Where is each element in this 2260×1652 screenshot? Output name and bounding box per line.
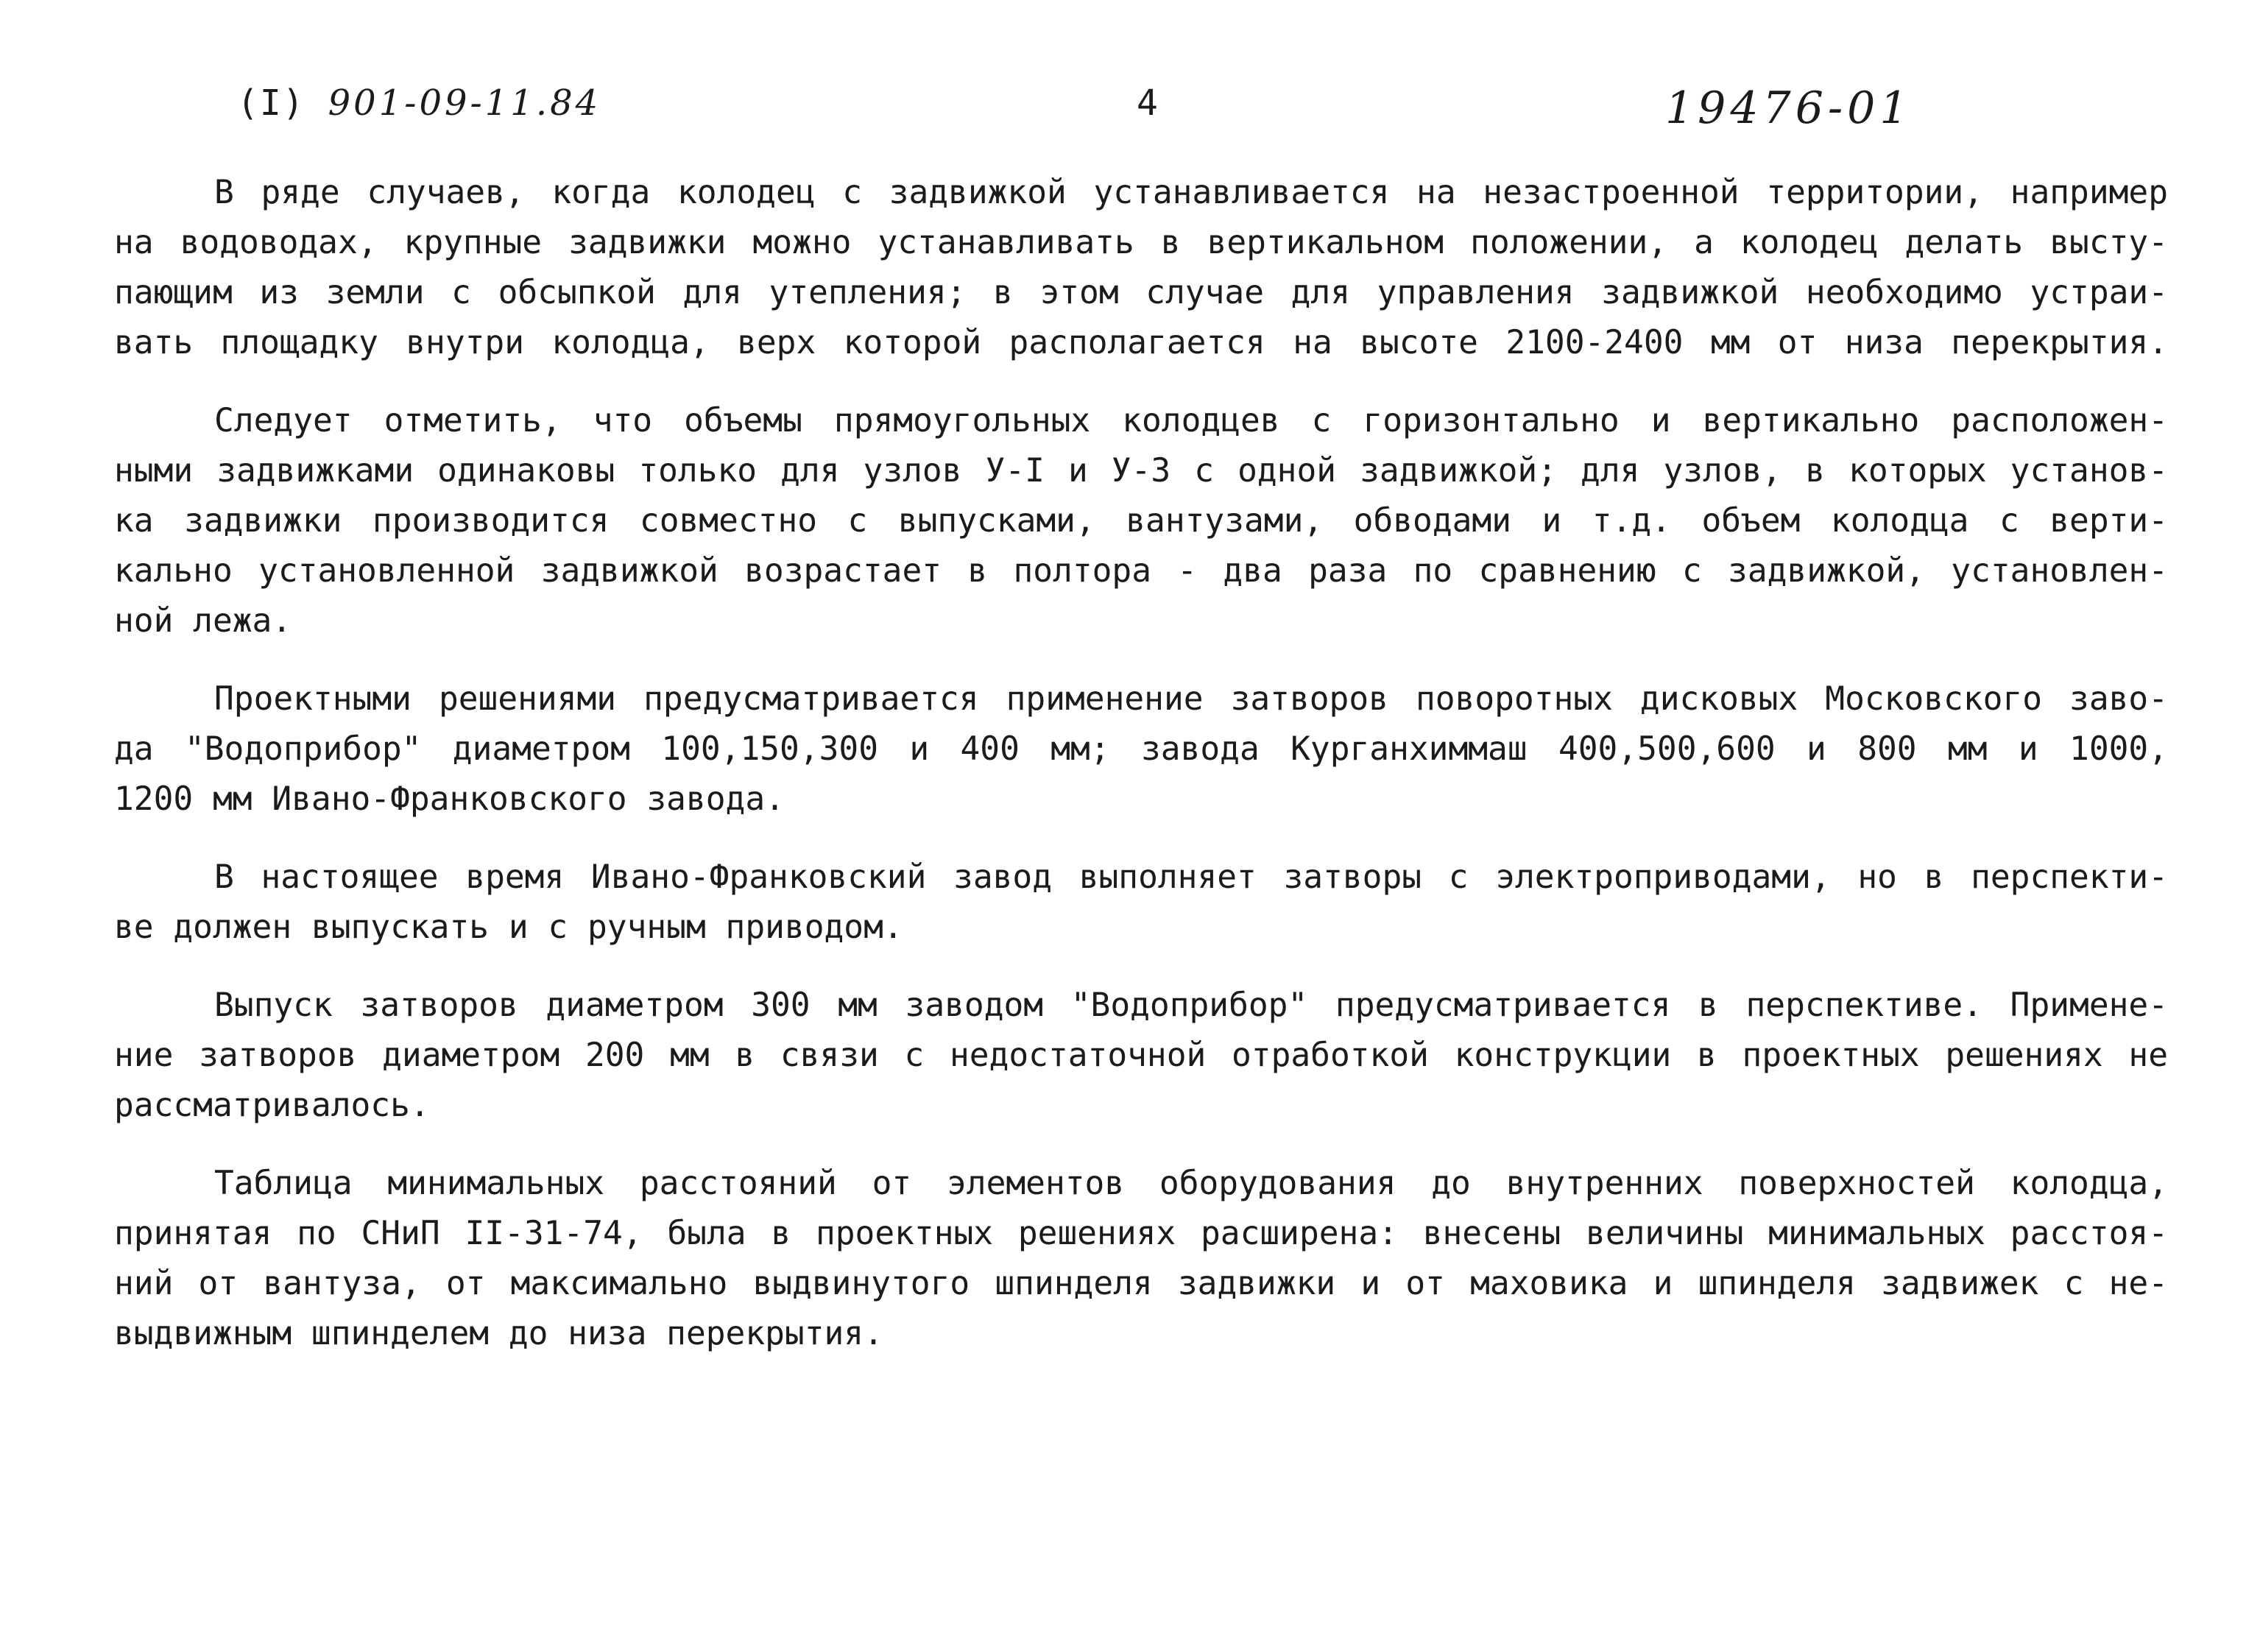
designation-prefix: (I) — [237, 82, 306, 124]
text-line: на водоводах, крупные задвижки можно устанавливать в вертикальном положении, а колодец делать высту- — [114, 224, 2168, 261]
text-line: кально установленной задвижкой возрастает в полтора - два раза по сравнению с задвижкой, установлен- — [114, 552, 2168, 590]
paragraph-distance-table — [114, 1159, 2168, 1359]
paragraph-well-volumes — [114, 396, 2168, 646]
text-line: Таблица минимальных расстояний от элементов оборудования до внутренних поверхностей колодца, — [214, 1165, 2168, 1202]
text-line: Выпуск затворов диаметром 300 мм заводом "Водоприбор" предусматривается в перспективе. Примене- — [214, 986, 2168, 1024]
designation-code: 901-09-11.84 — [328, 82, 601, 124]
text-line: выдвижным шпинделем до низа перекрытия. — [114, 1315, 883, 1352]
text-line: ве должен выпускать и с ручным приводом. — [114, 908, 903, 946]
text-line: В ряде случаев, когда колодец с задвижкой устанавливается на незастроенной территории, например — [214, 174, 2168, 211]
text-line: ние затворов диаметром 200 мм в связи с недостаточной отработкой конструкции в проектных решениях не — [114, 1037, 2168, 1074]
text-line: ний от вантуза, от максимально выдвинутого шпинделя задвижки и от маховика и шпинделя задвижек с не- — [114, 1265, 2168, 1302]
text-line: В настоящее время Ивано-Франковский завод выполняет затворы с электроприводами, но в перспекти- — [214, 858, 2168, 896]
document-designation — [237, 82, 601, 124]
paragraph-butterfly-valves — [114, 674, 2168, 825]
body-text — [114, 168, 2168, 1387]
paragraph-valve-installation — [114, 168, 2168, 368]
text-line: пающим из земли с обсыпкой для утепления; в этом случае для управления задвижкой необходимо устраи- — [114, 274, 2168, 311]
text-line: Проектными решениями предусматривается применение затворов поворотных дисковых Московского заво- — [214, 680, 2168, 718]
text-line: ка задвижки производится совместно с выпусками, вантузами, обводами и т.д. объем колодца с верти- — [114, 502, 2168, 540]
text-line: да "Водоприбор" диаметром 100,150,300 и 400 мм; завода Курганхиммаш 400,500,600 и 800 мм и 1000, — [114, 730, 2168, 768]
page-number: 4 — [1137, 82, 1158, 124]
text-line: ной лежа. — [114, 602, 292, 640]
text-line: Следует отметить, что объемы прямоугольных колодцев с горизонтально и вертикально расположен- — [214, 402, 2168, 440]
text-line: 1200 мм Ивано-Франковского завода. — [114, 780, 785, 818]
paragraph-electric-drives — [114, 853, 2168, 953]
inventory-number: 19476-01 — [1665, 82, 1913, 134]
text-line: рассматривалось. — [114, 1087, 430, 1124]
text-line: вать площадку внутри колодца, верх которой располагается на высоте 2100-2400 мм от низа перекрытия. — [114, 324, 2168, 361]
paragraph-valve-diameters — [114, 981, 2168, 1131]
text-line: принятая по СНиП II-31-74, была в проектных решениях расширена: внесены величины минимальных расстоя- — [114, 1215, 2168, 1252]
text-line: ными задвижками одинаковы только для узлов У-I и У-3 с одной задвижкой; для узлов, в которых установ- — [114, 452, 2168, 490]
